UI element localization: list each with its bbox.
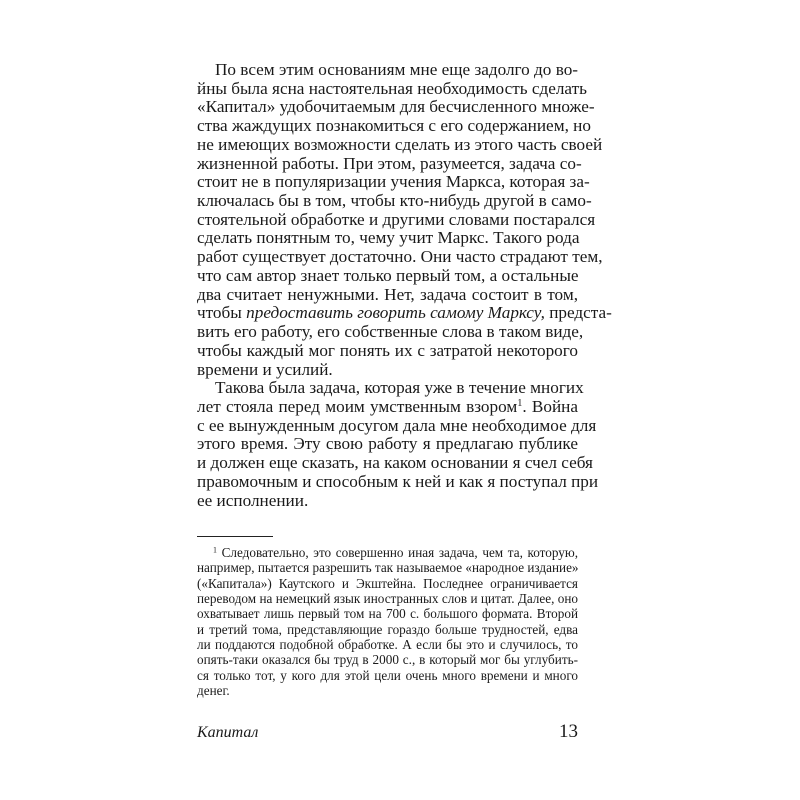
text-line — [197, 471, 599, 492]
line-text: что сам автор знает только первый том, а остальные — [197, 265, 579, 285]
page-number: 13 — [559, 721, 578, 742]
text-line — [197, 61, 578, 80]
line-text: . Война — [522, 396, 578, 416]
line-text: чтобы — [197, 303, 247, 323]
text-line — [197, 191, 592, 211]
line-text: По всем этим основаниям мне еще задолго до во- — [215, 60, 579, 79]
text-line — [197, 361, 578, 380]
line-text: «Капитал» удобочитаемым для бесчисленного множе- — [197, 97, 595, 117]
line-text: не имеющих возможности сделать из этого часть своей — [197, 134, 603, 154]
line-text: Следовательно, это совершенно иная задача, чем та, которую, — [216, 545, 578, 560]
text-line — [197, 453, 593, 473]
text-line — [197, 209, 596, 230]
footnote-separator — [197, 536, 273, 537]
text-line — [197, 492, 578, 511]
main-text — [197, 60, 612, 510]
line-text: стоит не в популяризации учения Маркса, которая за- — [197, 172, 590, 192]
text-line — [197, 116, 591, 136]
line-text: времени и усилий. — [197, 359, 333, 379]
line-text: два считает ненужными. Нет, задача состоит в том, — [197, 284, 578, 304]
text-line — [197, 683, 578, 698]
text-line — [197, 622, 578, 637]
text-line — [197, 78, 587, 99]
text-line — [197, 576, 578, 591]
text-line — [197, 378, 584, 398]
footnote-reference: 1 — [517, 397, 523, 409]
line-text: стоятельной обработке и другими словами постарался — [197, 209, 596, 229]
text-line — [197, 606, 578, 621]
footnote — [197, 545, 578, 698]
emphasis-text: предоставить говорить самому Марксу, — [246, 303, 545, 323]
text-line — [197, 172, 590, 192]
line-text: ли поддаются подобной обработке. А если бы это и случилось, то — [197, 637, 578, 653]
line-text: этого время. Эту свою работу я предлагаю публике — [197, 434, 578, 454]
line-text: ся только тот, у кого для этой цели очень много времени и много — [197, 667, 578, 683]
line-text: денег. — [197, 683, 230, 699]
text-line — [197, 153, 582, 174]
text-line — [197, 134, 603, 155]
text-line — [197, 398, 578, 417]
line-text: ее исполнении. — [197, 490, 309, 510]
text-line — [197, 267, 578, 286]
text-line — [197, 652, 578, 667]
text-line — [197, 342, 578, 361]
line-text: сделать понятным то, чему учит Маркс. Такого рода — [197, 228, 580, 248]
text-line — [197, 303, 612, 323]
line-text: предста- — [544, 303, 612, 323]
line-text: Такова была задача, которая уже в течение многих — [215, 378, 584, 398]
text-line — [197, 560, 578, 575]
text-line — [197, 435, 578, 454]
text-line — [197, 545, 578, 560]
line-text: с ее вынужденным досугом дала мне необходимое для — [197, 415, 597, 435]
text-line — [197, 286, 578, 305]
line-text: и третий тома, представляющие гораздо больше трудностей, едва — [197, 621, 578, 637]
line-text: и должен еще сказать, на каком основании я счел себя — [197, 453, 593, 473]
text-line — [197, 97, 595, 117]
line-text: («Капитала») Каутского и Экштейна. Последнее ограничивается — [197, 575, 578, 591]
line-text: правомочным и способным к ней и как я поступал при — [197, 471, 599, 491]
line-text: жизненной работы. При этом, разумеется, задача со- — [197, 153, 582, 173]
line-text: работ существует достаточно. Они часто страдают тем, — [197, 247, 603, 267]
running-footer-title: Капитал — [197, 724, 259, 741]
text-line — [197, 415, 597, 436]
line-text: чтобы каждый мог понять их с затратой некоторого — [197, 340, 578, 360]
line-text: йны была ясна настоятельная необходимость сделать — [197, 78, 587, 98]
text-line — [197, 247, 603, 267]
line-text: лет стояла перед моим умственным взором — [197, 396, 518, 416]
line-text: охватывает лишь первый том на 700 с. большого формата. Второй — [197, 606, 578, 622]
line-text: переводом на немецкий язык иностранных слов и цитат. Далее, оно — [197, 591, 578, 607]
line-text: ключалась бы в том, чтобы кто-нибудь другой в само- — [197, 191, 592, 211]
text-line — [197, 637, 578, 652]
line-text: опять-таки оказался бы труд в 2000 с., в который мог бы углубить- — [197, 652, 578, 668]
text-line — [197, 668, 578, 683]
text-line — [197, 229, 578, 248]
line-text: вить его работу, его собственные слова в таком виде, — [197, 322, 584, 342]
text-line — [197, 322, 584, 342]
line-text: ства жаждущих познакомиться с его содержанием, но — [197, 116, 591, 136]
line-text: например, пытается разрешить так называемое «народное издание» — [197, 560, 579, 576]
text-line — [197, 591, 578, 606]
footnote-marker: 1 — [213, 545, 217, 555]
